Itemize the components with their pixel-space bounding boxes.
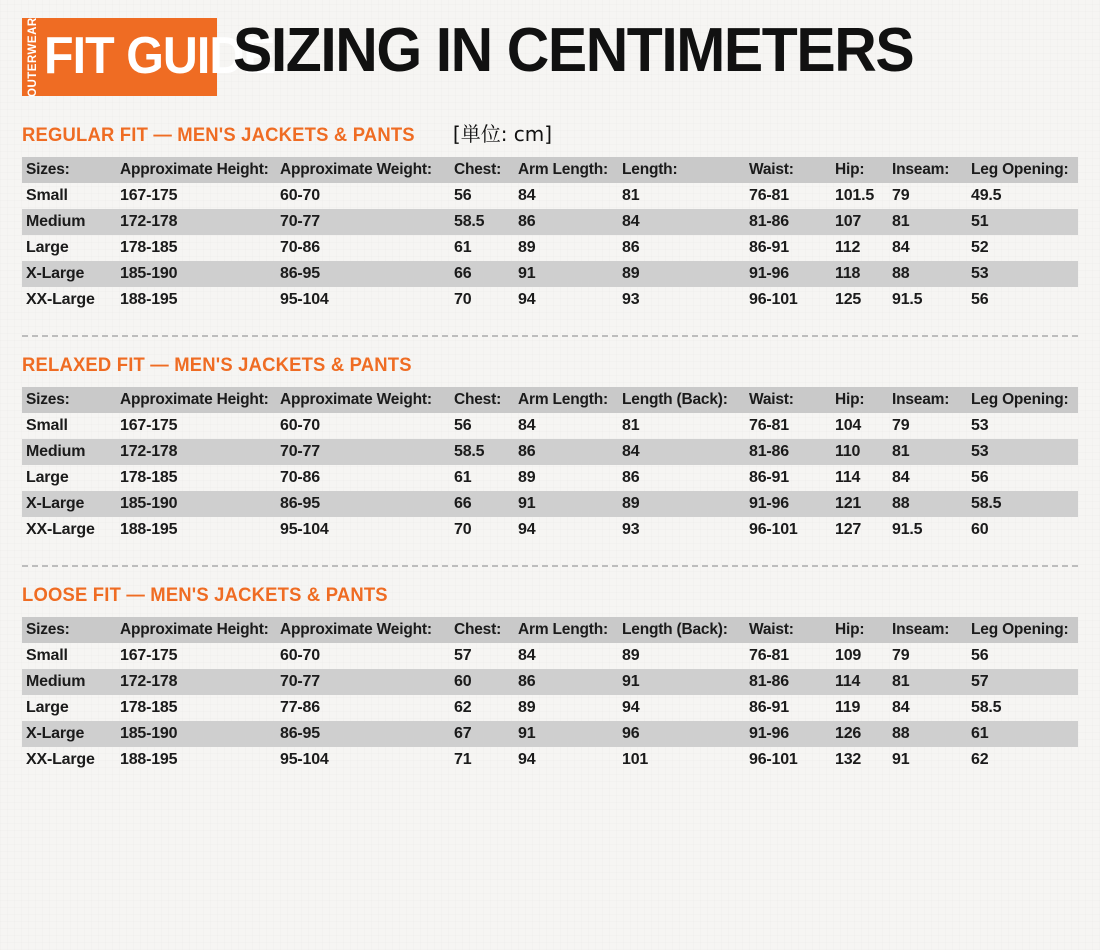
cell-hip: 125 <box>835 291 862 308</box>
col-header-inseam: Inseam: <box>892 391 950 408</box>
cell-waist: 91-96 <box>749 265 789 282</box>
cell-inseam: 88 <box>892 495 910 512</box>
cell-inseam: 84 <box>892 699 910 716</box>
col-header-inseam: Inseam: <box>892 161 950 178</box>
cell-arm-length: 94 <box>518 521 536 538</box>
section-regular-fit <box>22 118 1078 313</box>
cell-height: 178-185 <box>120 469 178 486</box>
col-header-length-back: Length (Back): <box>622 391 728 408</box>
cell-length: 93 <box>622 291 640 308</box>
cell-length-back: 91 <box>622 673 640 690</box>
cell-arm-length: 91 <box>518 725 536 742</box>
section-headline <box>22 118 1078 147</box>
cell-size: Medium <box>26 673 86 690</box>
cell-weight: 95-104 <box>280 521 329 538</box>
table-row <box>22 721 1078 747</box>
cell-weight: 70-86 <box>280 469 320 486</box>
cell-size: Large <box>26 239 69 256</box>
cell-size: XX-Large <box>26 751 95 768</box>
cell-waist: 86-91 <box>749 699 789 716</box>
cell-weight: 86-95 <box>280 495 320 512</box>
cell-waist: 81-86 <box>749 213 789 230</box>
section-title-relaxed-fit: RELAXED FIT — MEN'S JACKETS & PANTS <box>22 355 412 376</box>
cell-weight: 86-95 <box>280 265 320 282</box>
col-header-sizes: Sizes: <box>26 621 70 638</box>
cell-chest: 61 <box>454 469 472 486</box>
col-header-height: Approximate Height: <box>120 161 269 178</box>
cell-hip: 118 <box>835 265 861 282</box>
cell-height: 185-190 <box>120 725 178 742</box>
cell-chest: 57 <box>454 647 472 664</box>
cell-length: 81 <box>622 187 640 204</box>
cell-height: 185-190 <box>120 265 178 282</box>
cell-leg-opening: 56 <box>971 291 989 308</box>
col-header-hip: Hip: <box>835 391 865 408</box>
cell-size: Small <box>26 417 68 434</box>
cell-leg-opening: 58.5 <box>971 495 1002 512</box>
cell-leg-opening: 51 <box>971 213 989 230</box>
cell-size: Small <box>26 187 68 204</box>
cell-inseam: 79 <box>892 417 910 434</box>
sizing-table-regular-fit <box>22 157 1078 313</box>
col-header-waist: Waist: <box>749 621 794 638</box>
col-header-sizes: Sizes: <box>26 161 70 178</box>
unit-note: [単位: cm] <box>452 122 553 146</box>
cell-height: 167-175 <box>120 647 178 664</box>
table-row <box>22 669 1078 695</box>
col-header-weight: Approximate Weight: <box>280 391 432 408</box>
cell-length-back: 96 <box>622 725 640 742</box>
cell-waist: 91-96 <box>749 495 789 512</box>
cell-arm-length: 89 <box>518 699 536 716</box>
cell-waist: 81-86 <box>749 443 789 460</box>
cell-chest: 60 <box>454 673 472 690</box>
page-header <box>22 18 1078 110</box>
cell-leg-opening: 62 <box>971 751 989 768</box>
col-header-height: Approximate Height: <box>120 391 269 408</box>
cell-size: X-Large <box>26 265 85 282</box>
cell-inseam: 91 <box>892 751 910 768</box>
cell-hip: 107 <box>835 213 862 230</box>
cell-length-back: 101 <box>622 751 649 768</box>
cell-arm-length: 84 <box>518 647 536 664</box>
page-title: SIZING IN CENTIMETERS <box>233 16 914 85</box>
cell-arm-length: 86 <box>518 443 536 460</box>
cell-arm-length: 86 <box>518 673 536 690</box>
cell-waist: 76-81 <box>749 187 789 204</box>
col-header-arm-length: Arm Length: <box>518 391 608 408</box>
section-headline <box>22 585 1078 607</box>
col-header-leg-opening: Leg Opening: <box>971 161 1069 178</box>
table-row <box>22 695 1078 721</box>
section-divider <box>22 335 1078 337</box>
col-header-arm-length: Arm Length: <box>518 161 608 178</box>
col-header-sizes: Sizes: <box>26 391 70 408</box>
cell-inseam: 81 <box>892 673 910 690</box>
cell-chest: 66 <box>454 495 472 512</box>
cell-leg-opening: 49.5 <box>971 187 1002 204</box>
cell-weight: 95-104 <box>280 751 329 768</box>
col-header-weight: Approximate Weight: <box>280 161 432 178</box>
table-row <box>22 209 1078 235</box>
cell-chest: 67 <box>454 725 472 742</box>
cell-hip: 101.5 <box>835 187 875 204</box>
cell-length-back: 93 <box>622 521 640 538</box>
cell-inseam: 81 <box>892 213 910 230</box>
cell-size: Medium <box>26 213 86 230</box>
cell-height: 167-175 <box>120 417 178 434</box>
col-header-waist: Waist: <box>749 391 794 408</box>
cell-arm-length: 91 <box>518 495 536 512</box>
cell-waist: 76-81 <box>749 647 789 664</box>
col-header-waist: Waist: <box>749 161 794 178</box>
col-header-height: Approximate Height: <box>120 621 269 638</box>
cell-hip: 109 <box>835 647 862 664</box>
cell-height: 188-195 <box>120 291 178 308</box>
cell-arm-length: 91 <box>518 265 536 282</box>
cell-hip: 127 <box>835 521 862 538</box>
cell-leg-opening: 52 <box>971 239 989 256</box>
cell-height: 178-185 <box>120 239 178 256</box>
cell-size: XX-Large <box>26 521 95 538</box>
cell-size: Large <box>26 699 69 716</box>
cell-arm-length: 94 <box>518 291 536 308</box>
cell-length-back: 81 <box>622 417 640 434</box>
cell-inseam: 84 <box>892 469 910 486</box>
cell-size: Large <box>26 469 69 486</box>
cell-waist: 96-101 <box>749 521 798 538</box>
col-header-chest: Chest: <box>454 161 502 178</box>
cell-weight: 70-77 <box>280 673 320 690</box>
cell-chest: 70 <box>454 291 472 308</box>
cell-inseam: 88 <box>892 725 910 742</box>
cell-weight: 70-86 <box>280 239 320 256</box>
cell-waist: 96-101 <box>749 291 798 308</box>
cell-size: XX-Large <box>26 291 95 308</box>
cell-leg-opening: 58.5 <box>971 699 1002 716</box>
cell-waist: 86-91 <box>749 239 789 256</box>
col-header-length-back: Length (Back): <box>622 621 728 638</box>
cell-inseam: 81 <box>892 443 910 460</box>
logo-fit-guide-label: FIT GUIDE <box>43 27 275 86</box>
cell-inseam: 79 <box>892 187 910 204</box>
col-header-hip: Hip: <box>835 161 865 178</box>
cell-length: 84 <box>622 213 640 230</box>
cell-waist: 96-101 <box>749 751 798 768</box>
cell-hip: 126 <box>835 725 862 742</box>
cell-length-back: 86 <box>622 469 640 486</box>
sizing-table-loose-fit <box>22 617 1078 773</box>
cell-weight: 86-95 <box>280 725 320 742</box>
cell-arm-length: 84 <box>518 187 536 204</box>
cell-waist: 86-91 <box>749 469 789 486</box>
cell-hip: 112 <box>835 239 861 256</box>
cell-waist: 76-81 <box>749 417 789 434</box>
col-header-leg-opening: Leg Opening: <box>971 391 1069 408</box>
cell-length-back: 84 <box>622 443 640 460</box>
section-title-regular-fit: REGULAR FIT — MEN'S JACKETS & PANTS <box>22 125 415 146</box>
cell-hip: 119 <box>835 699 861 716</box>
cell-chest: 56 <box>454 417 472 434</box>
cell-waist: 91-96 <box>749 725 789 742</box>
table-row <box>22 517 1078 543</box>
cell-hip: 132 <box>835 751 862 768</box>
cell-leg-opening: 56 <box>971 647 989 664</box>
cell-arm-length: 89 <box>518 469 536 486</box>
table-row <box>22 261 1078 287</box>
cell-weight: 77-86 <box>280 699 320 716</box>
cell-height: 172-178 <box>120 673 178 690</box>
cell-height: 188-195 <box>120 751 178 768</box>
cell-length: 89 <box>622 265 640 282</box>
cell-height: 188-195 <box>120 521 178 538</box>
cell-leg-opening: 60 <box>971 521 989 538</box>
cell-inseam: 91.5 <box>892 291 923 308</box>
cell-height: 172-178 <box>120 213 178 230</box>
table-row <box>22 439 1078 465</box>
cell-chest: 62 <box>454 699 472 716</box>
cell-arm-length: 94 <box>518 751 536 768</box>
table-row <box>22 747 1078 773</box>
logo-outerwear-label: OUTERWEAR <box>27 17 39 97</box>
cell-length-back: 89 <box>622 647 640 664</box>
col-header-chest: Chest: <box>454 391 502 408</box>
cell-chest: 66 <box>454 265 472 282</box>
cell-inseam: 79 <box>892 647 910 664</box>
sizing-table-relaxed-fit <box>22 387 1078 543</box>
table-header-row <box>22 157 1078 183</box>
table-row <box>22 287 1078 313</box>
cell-weight: 60-70 <box>280 417 320 434</box>
table-row <box>22 491 1078 517</box>
cell-leg-opening: 53 <box>971 265 989 282</box>
cell-chest: 71 <box>454 751 472 768</box>
col-header-inseam: Inseam: <box>892 621 950 638</box>
cell-arm-length: 84 <box>518 417 536 434</box>
cell-length-back: 89 <box>622 495 640 512</box>
cell-arm-length: 86 <box>518 213 536 230</box>
cell-leg-opening: 56 <box>971 469 989 486</box>
table-header-row <box>22 387 1078 413</box>
cell-size: X-Large <box>26 725 85 742</box>
table-row <box>22 413 1078 439</box>
cell-height: 167-175 <box>120 187 178 204</box>
cell-weight: 60-70 <box>280 647 320 664</box>
section-relaxed-fit <box>22 355 1078 543</box>
cell-leg-opening: 57 <box>971 673 989 690</box>
cell-chest: 61 <box>454 239 472 256</box>
cell-length: 86 <box>622 239 640 256</box>
cell-inseam: 84 <box>892 239 910 256</box>
cell-size: X-Large <box>26 495 85 512</box>
cell-hip: 114 <box>835 469 861 486</box>
cell-hip: 114 <box>835 673 861 690</box>
table-row <box>22 183 1078 209</box>
cell-leg-opening: 53 <box>971 417 989 434</box>
cell-chest: 58.5 <box>454 213 485 230</box>
cell-length-back: 94 <box>622 699 640 716</box>
cell-hip: 104 <box>835 417 862 434</box>
cell-height: 178-185 <box>120 699 178 716</box>
cell-chest: 56 <box>454 187 472 204</box>
cell-inseam: 91.5 <box>892 521 923 538</box>
table-header-row <box>22 617 1078 643</box>
section-headline <box>22 355 1078 377</box>
cell-weight: 70-77 <box>280 213 320 230</box>
cell-hip: 110 <box>835 443 861 460</box>
cell-waist: 81-86 <box>749 673 789 690</box>
cell-leg-opening: 53 <box>971 443 989 460</box>
cell-size: Small <box>26 647 68 664</box>
col-header-hip: Hip: <box>835 621 865 638</box>
table-row <box>22 235 1078 261</box>
cell-weight: 95-104 <box>280 291 329 308</box>
cell-leg-opening: 61 <box>971 725 989 742</box>
cell-arm-length: 89 <box>518 239 536 256</box>
col-header-length: Length: <box>622 161 678 178</box>
table-row <box>22 643 1078 669</box>
fit-guide-logo <box>22 17 275 97</box>
section-divider <box>22 565 1078 567</box>
section-loose-fit <box>22 585 1078 773</box>
cell-height: 185-190 <box>120 495 178 512</box>
cell-inseam: 88 <box>892 265 910 282</box>
col-header-arm-length: Arm Length: <box>518 621 608 638</box>
col-header-weight: Approximate Weight: <box>280 621 432 638</box>
col-header-chest: Chest: <box>454 621 502 638</box>
cell-hip: 121 <box>835 495 862 512</box>
cell-weight: 70-77 <box>280 443 320 460</box>
cell-chest: 70 <box>454 521 472 538</box>
table-row <box>22 465 1078 491</box>
section-title-loose-fit: LOOSE FIT — MEN'S JACKETS & PANTS <box>22 585 388 606</box>
cell-weight: 60-70 <box>280 187 320 204</box>
col-header-leg-opening: Leg Opening: <box>971 621 1069 638</box>
cell-chest: 58.5 <box>454 443 485 460</box>
cell-size: Medium <box>26 443 86 460</box>
cell-height: 172-178 <box>120 443 178 460</box>
